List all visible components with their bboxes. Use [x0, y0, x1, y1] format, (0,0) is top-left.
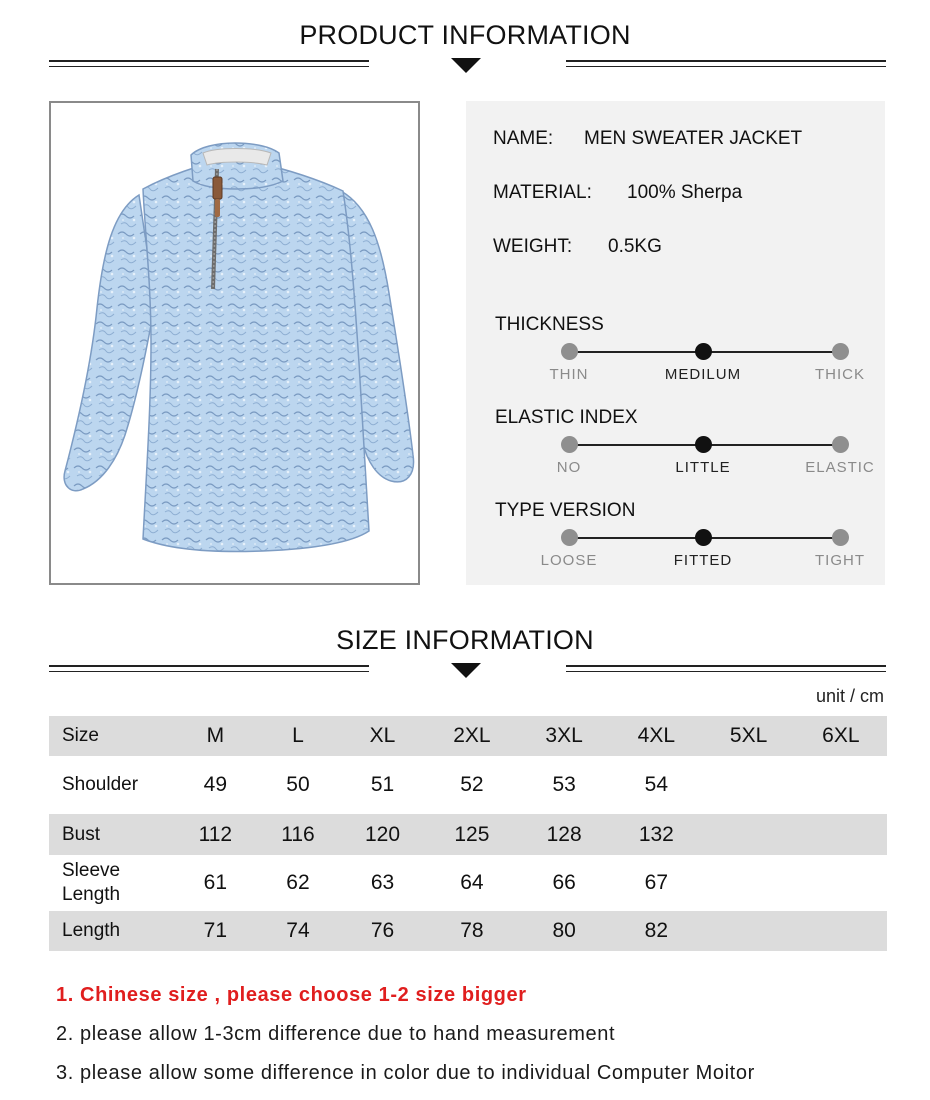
row-label: Bust — [49, 814, 174, 855]
table-cell: 62 — [286, 871, 310, 894]
table-cell: 53 — [552, 773, 576, 796]
table-cell: 128 — [518, 814, 610, 855]
scale-dot-selected — [695, 343, 712, 360]
table-cell: 63 — [370, 871, 395, 894]
header-size-m: M — [174, 716, 257, 756]
material-label: MATERIAL: — [493, 182, 592, 203]
unit-label: unit / cm — [815, 686, 884, 706]
scale-dot-selected — [695, 436, 712, 453]
table-cell: 112 — [174, 814, 257, 855]
table-cell — [795, 911, 887, 951]
row-label: Sleeve Length — [62, 860, 121, 905]
size-rule-left — [49, 665, 369, 672]
sweater-jacket-image — [51, 103, 418, 583]
name-value: MEN SWEATER JACKET — [584, 128, 803, 149]
note-3: 3. please allow some difference in color due to individual Computer Moitor — [56, 1062, 755, 1084]
scale-option-label: THIN — [549, 366, 589, 383]
name-row — [493, 128, 802, 150]
scale-title: ELASTIC INDEX — [495, 407, 638, 428]
header-size-3xl: 3XL — [518, 716, 610, 756]
table-cell — [795, 756, 887, 814]
table-cell: 120 — [339, 814, 425, 855]
table-cell — [795, 814, 887, 855]
table-cell: 49 — [203, 773, 227, 796]
note-1: 1. Chinese size , please choose 1-2 size bigger — [56, 984, 527, 1006]
scale-option-label: LOOSE — [540, 552, 598, 569]
table-cell — [795, 855, 887, 911]
scale-dot — [832, 436, 849, 453]
scale-title: THICKNESS — [495, 314, 604, 335]
size-rule-right — [566, 665, 886, 672]
material-row — [493, 182, 742, 204]
table-row — [49, 855, 887, 911]
scale-option-label: TIGHT — [815, 552, 865, 569]
table-cell: 71 — [174, 911, 257, 951]
table-cell — [702, 814, 794, 855]
size-table — [49, 716, 887, 951]
name-label: NAME: — [493, 128, 554, 149]
weight-value: 0.5KG — [608, 236, 662, 257]
table-cell: 51 — [370, 773, 395, 796]
scale-dot-selected — [695, 529, 712, 546]
table-cell: 74 — [257, 911, 340, 951]
scale-option-label: THICK — [815, 366, 865, 383]
table-cell: 116 — [257, 814, 340, 855]
row-label: Length — [49, 911, 174, 951]
table-cell: 52 — [460, 773, 484, 796]
header-size-2xl: 2XL — [426, 716, 518, 756]
table-cell: 54 — [644, 773, 669, 796]
table-cell: 80 — [518, 911, 610, 951]
table-cell: 82 — [610, 911, 702, 951]
table-cell — [702, 855, 794, 911]
scale-option-label: NO — [556, 459, 582, 476]
header-size-6xl: 6XL — [795, 716, 887, 756]
scale-title: TYPE VERSION — [495, 500, 636, 521]
row-label: Shoulder — [62, 774, 139, 795]
scale-dot — [561, 436, 578, 453]
table-cell: 50 — [286, 773, 310, 796]
header-rule-left — [49, 60, 369, 67]
material-value: 100% Sherpa — [627, 182, 743, 203]
size-info-title: SIZE INFORMATION — [336, 625, 594, 655]
scale-dot — [561, 529, 578, 546]
table-row — [49, 911, 887, 951]
header-size-xl: XL — [339, 716, 425, 756]
header-size-l: L — [257, 716, 340, 756]
header-down-arrow-icon — [451, 58, 481, 73]
table-cell: 76 — [339, 911, 425, 951]
table-row — [49, 756, 887, 814]
table-cell: 132 — [610, 814, 702, 855]
scale-dot — [561, 343, 578, 360]
table-row — [49, 814, 887, 855]
table-cell: 66 — [552, 871, 576, 894]
header-size-4xl: 4XL — [610, 716, 702, 756]
weight-label: WEIGHT: — [493, 236, 573, 257]
header-size-5xl: 5XL — [702, 716, 794, 756]
weight-row — [493, 236, 662, 258]
scale-option-label: ELASTIC — [805, 459, 875, 476]
scale-option-label: FITTED — [673, 552, 733, 569]
table-cell: 64 — [460, 871, 484, 894]
table-cell: 67 — [644, 871, 669, 894]
size-down-arrow-icon — [451, 663, 481, 678]
table-cell — [702, 911, 794, 951]
product-details-panel — [466, 101, 885, 585]
product-photo — [49, 101, 420, 585]
table-cell — [702, 756, 794, 814]
table-header-row — [49, 716, 887, 756]
table-cell: 125 — [426, 814, 518, 855]
scale-option-label: LITTLE — [675, 459, 731, 476]
header-size-label: Size — [49, 716, 174, 756]
scale-dot — [832, 343, 849, 360]
scale-option-label: MEDILUM — [664, 366, 742, 383]
table-cell: 78 — [426, 911, 518, 951]
note-2: 2. please allow 1-3cm difference due to hand measurement — [56, 1023, 616, 1045]
scale-dot — [832, 529, 849, 546]
table-cell: 61 — [203, 871, 227, 894]
product-info-title: PRODUCT INFORMATION — [299, 20, 631, 50]
header-rule-right — [566, 60, 886, 67]
